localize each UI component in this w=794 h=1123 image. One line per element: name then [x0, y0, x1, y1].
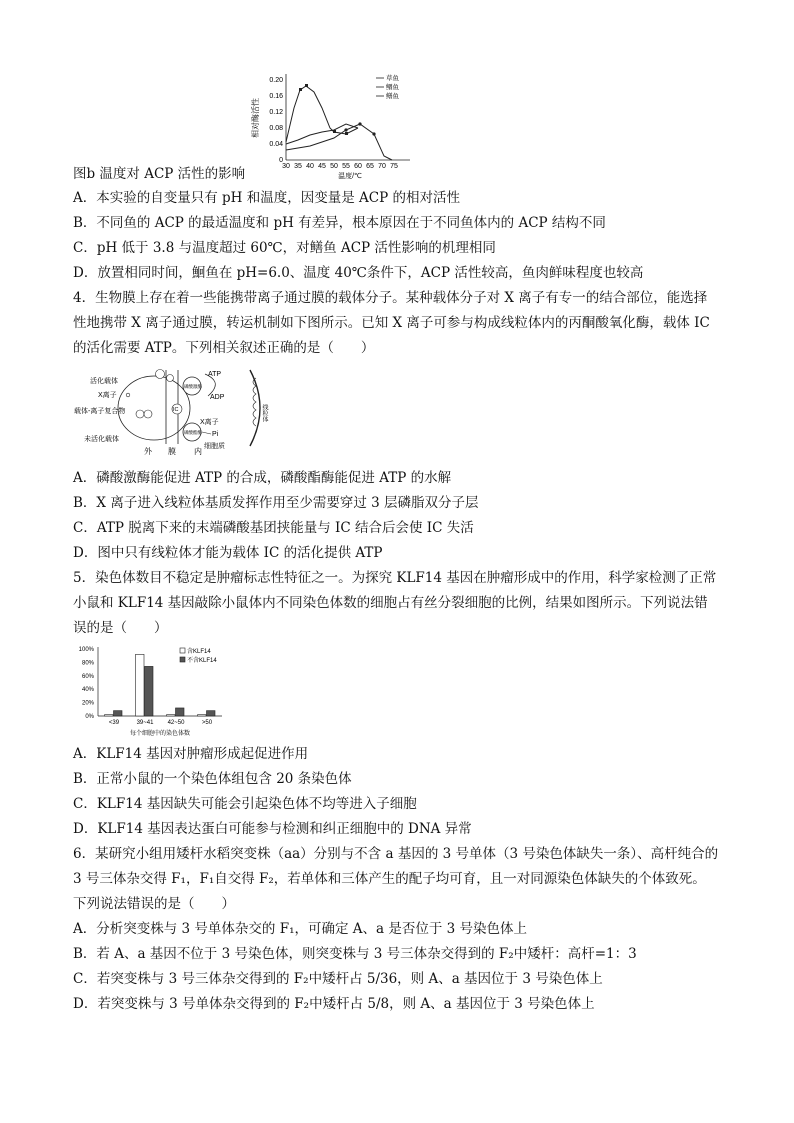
- bar-without-klf14: [176, 708, 185, 716]
- option-d: D．若突变株与 3 号单体杂交得到的 F₂中矮杆占 5/8，则 A、a 基因位于 3 号染色体上: [73, 996, 595, 1012]
- x-tick: <39: [108, 720, 120, 726]
- y-tick: 0.12: [269, 109, 283, 116]
- bar-with-klf14: [105, 715, 114, 716]
- x-tick: 39~41: [136, 720, 154, 726]
- option-c: C．若突变株与 3 号三体杂交得到的 F₂中矮杆占 5/36，则 A、a 基因位于 3 号染色体上: [73, 971, 603, 987]
- y-tick: 0.16: [269, 93, 283, 100]
- membrane-label-mid: 膜: [168, 447, 176, 456]
- question-4-stem-line: 4．生物膜上存在着一些能携带离子通过膜的载体分子。某种载体分子对 X 离子有专一的结合部位，能选择: [73, 290, 708, 306]
- y-tick: 80%: [81, 660, 94, 667]
- y-tick: 20%: [81, 700, 94, 707]
- mitochondrion: [250, 370, 260, 446]
- option-b: B．不同鱼的 ACP 的最适温度和 pH 有差异，根本原因在于不同鱼体内的 ACP 结构不同: [73, 215, 606, 231]
- x-tick: 70: [378, 163, 386, 170]
- membrane-label-inside: 内: [194, 447, 202, 456]
- option-a: A．本实验的自变量只有 pH 和温度，因变量是 ACP 的相对活性: [73, 190, 460, 206]
- atp-label: ATP: [208, 371, 222, 378]
- y-tick: 40%: [81, 687, 94, 694]
- option-b: B．正常小鼠的一个染色体组包含 20 条染色体: [73, 771, 352, 787]
- option-b: B．X 离子进入线粒体基质发挥作用至少需要穿过 3 层磷脂双分子层: [73, 495, 479, 511]
- label-inactive-carrier: 未活化载体: [84, 436, 119, 443]
- x-tick: 65: [366, 163, 374, 170]
- option-c: C．KLF14 基因缺失可能会引起染色体不均等进入子细胞: [73, 796, 417, 812]
- question-5-stem-line: 5．染色体数目不稳定是肿瘤标志性特征之一。为探究 KLF14 基因在肿瘤形成中的作用，科学家检测了正常: [73, 570, 717, 586]
- x-tick: 55: [342, 163, 350, 170]
- option-c: C．ATP 脱离下来的末端磷酸基团挟能量与 IC 结合后会使 IC 失活: [73, 520, 474, 536]
- question-6-stem-line: 3 号三体杂交得 F₁，F₁自交得 F₂，若单体和三体产生的配子均可育，且一对同源染色体缺失的个体致死。: [73, 871, 706, 887]
- x-axis-label: 每个细胞中的染色体数: [129, 731, 191, 737]
- y-tick: 0.04: [269, 141, 283, 148]
- question-5-stem-line: 误的是（ ）: [73, 620, 168, 636]
- label-carrier-ion-complex: 载体-离子复合物: [74, 408, 126, 415]
- ic-label: IC: [173, 407, 179, 413]
- pi-label: Pi: [212, 431, 219, 438]
- option-d: D．KLF14 基因表达蛋白可能参与检测和纠正细胞中的 DNA 异常: [73, 821, 472, 837]
- membrane-label-outside: 外: [144, 447, 152, 456]
- question-5-stem-line: 小鼠和 KLF14 基因敲除小鼠体内不同染色体数的细胞占有丝分裂细胞的比例，结果如图所示。下列说法错: [73, 595, 708, 611]
- question-6-stem-line: 下列说法错误的是（ ）: [73, 896, 235, 912]
- bar-without-klf14: [207, 711, 216, 716]
- question-4-stem-line: 的活化需要 ATP。下列相关叙述正确的是（ ）: [73, 340, 375, 356]
- legend-label: 草鱼: [386, 75, 399, 82]
- x-tick: 40: [306, 163, 314, 170]
- option-a: A．分析突变株与 3 号单体杂交的 F₁，可确定 A、a 是否位于 3 号染色体上: [73, 921, 528, 937]
- option-c: C．pH 低于 3.8 与温度超过 60℃，对鳝鱼 ACP 活性影响的机理相同: [73, 240, 496, 256]
- klf14-bar-chart: [76, 643, 226, 739]
- x-tick: 42~50: [167, 720, 185, 726]
- x-tick: 35: [294, 163, 302, 170]
- legend-label: 鳝鱼: [386, 93, 399, 100]
- label-activated-carrier: 活化载体: [90, 378, 118, 385]
- phosphatase-label: 磷酸酯酶: [184, 430, 202, 435]
- y-axis-label: 相对酶活性: [251, 98, 260, 138]
- legend-label: 含KLF14: [187, 649, 211, 655]
- y-tick: 60%: [81, 673, 94, 680]
- mitochondrion-label: 线粒体: [261, 404, 267, 422]
- question-6-stem-line: 6．某研究小组用矮杆水稻突变株（aa）分别与不含 a 基因的 3 号单体（3 号染色体缺失一条）、高杆纯合的: [73, 846, 719, 862]
- x-tick: 30: [282, 163, 290, 170]
- option-b: B．若 A、a 基因不位于 3 号染色体，则突变株与 3 号三体杂交得到的 F₂中矮杆：高杆=1：3: [73, 946, 637, 962]
- adp-label: ADP: [210, 394, 225, 401]
- figure-caption: 图b 温度对 ACP 活性的影响: [73, 166, 246, 182]
- x-tick: 75: [390, 163, 398, 170]
- y-tick: 0: [279, 157, 283, 164]
- bar-with-klf14: [198, 715, 207, 716]
- option-d: D．图中只有线粒体才能为载体 IC 的活化提供 ATP: [73, 545, 383, 561]
- x-axis-label: 温度/℃: [338, 173, 362, 180]
- option-a: A．磷酸激酶能促进 ATP 的合成，磷酸酯酶能促进 ATP 的水解: [73, 470, 452, 486]
- legend-label: 鲴鱼: [386, 84, 399, 91]
- bar-with-klf14: [167, 715, 176, 716]
- x-ion-inside-label: X离子: [200, 419, 219, 426]
- legend-swatch-without-klf14: [180, 657, 185, 662]
- data-point: [358, 122, 361, 125]
- x-tick: 60: [354, 163, 362, 170]
- bar-without-klf14: [114, 711, 123, 716]
- data-point: [345, 132, 348, 135]
- data-point: [299, 88, 302, 91]
- data-point: [344, 128, 347, 131]
- data-point: [305, 84, 308, 87]
- bar-with-klf14: [136, 654, 145, 716]
- option-a: A．KLF14 基因对肿瘤形成起促进作用: [73, 746, 309, 762]
- y-tick: 0.20: [269, 77, 283, 84]
- bar-without-klf14: [145, 666, 154, 716]
- figure-temperature-acp: [250, 68, 420, 180]
- x-tick: >50: [201, 720, 213, 726]
- x-tick: 45: [318, 163, 326, 170]
- data-point: [372, 132, 375, 135]
- x-tick: 50: [330, 163, 338, 170]
- question-4-stem-line: 性地携带 X 离子通过膜，转运机制如下图所示。已知 X 离子可参与构成线粒体内的丙酮酸氧化酶，载体 IC: [73, 315, 710, 331]
- y-tick: 0.08: [269, 125, 283, 132]
- series-line-3: [286, 124, 392, 160]
- kinase-label: 磷酸激酶: [184, 384, 202, 389]
- y-tick: 0%: [85, 714, 94, 720]
- option-d: D．放置相同时间，鮰鱼在 pH=6.0、温度 40℃条件下，ACP 活性较高，鱼肉鲜味程度也较高: [73, 265, 644, 281]
- cytoplasm-label: 细胞质: [204, 443, 225, 450]
- label-x-ion: X离子: [98, 392, 117, 399]
- legend-label: 不含KLF14: [187, 658, 217, 664]
- transport-diagram: [74, 364, 274, 456]
- legend-swatch-with-klf14: [180, 648, 185, 653]
- y-tick: 100%: [78, 647, 94, 653]
- data-point: [333, 130, 336, 133]
